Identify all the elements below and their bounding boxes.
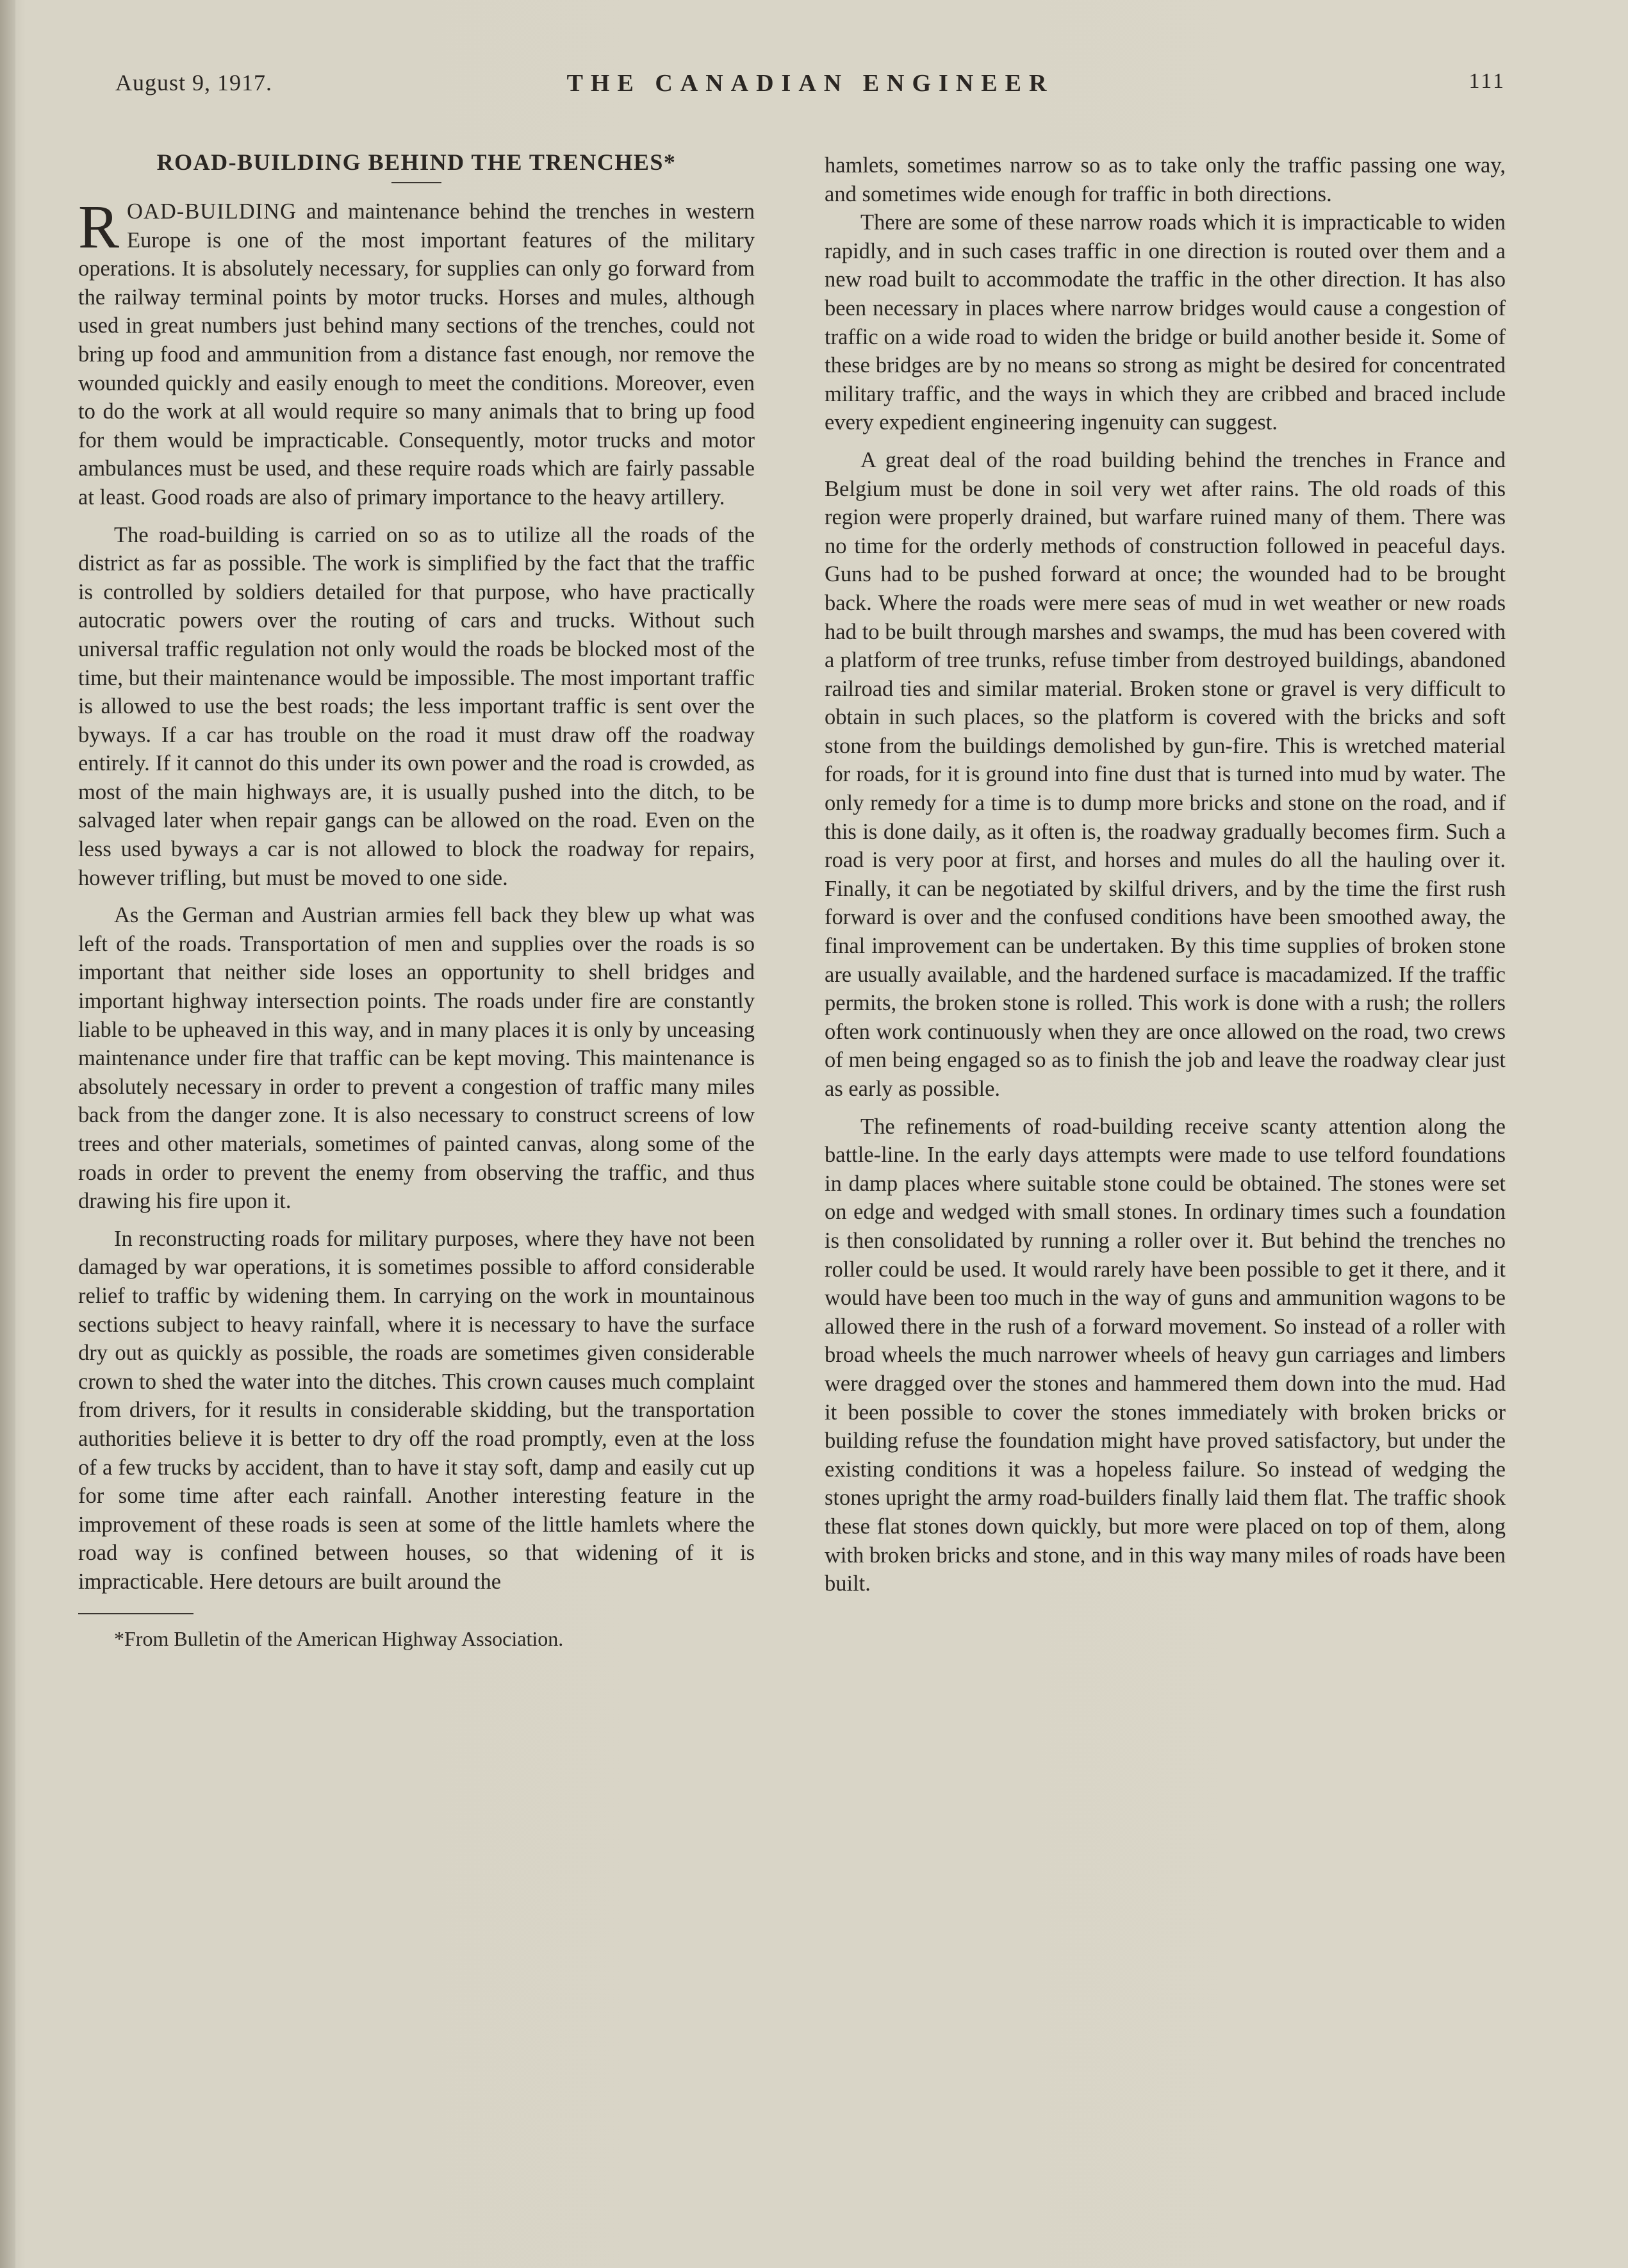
paragraph-5: hamlets, sometimes narrow so as to take only the traffic passing one way, and sometimes wide enough for traffic in both directions. [825, 153, 1506, 206]
binding-edge [0, 0, 15, 2268]
left-column [78, 147, 755, 1651]
paragraph-8: The refinements of road-building receive scanty attention along the battle-line. In the early days attempts were made to use telford foundations in damp places where suitable stone could be obtained. The stones were set on edge and wedged with small stones. In ordinary times such a foundation is then consolidated by running a roller over it. But behind the trenches no roller could be used. It would rarely have been possible to get it there, and it would have been too much in the way of guns and ammunition wagons to be allowed there in the rush of a forward movement. So instead of a roller with broad wheels the much narrower wheels of heavy gun carriages and limbers were dragged over the stones and hammered them down into the mud. Had it been possible to cover the stones immediately with broken bricks or building refuse the foundation might have proved satisfactory, but under the existing conditions it was a hopeless failure. So instead of wedging the stones upright the army road-builders finally laid them flat. The traffic shook these flat stones down quickly, but more were placed on top of them, along with broken bricks and stone, and in this way many miles of roads have been built. [825, 1114, 1506, 1596]
article-title: ROAD-BUILDING BEHIND THE TRENCHES* [156, 149, 677, 175]
paragraph-7: A great deal of the road building behind the trenches in France and Belgium must be done in soil very wet after rains. The old roads of this region were properly drained, but warfare ruined many of them. There was no time for the orderly methods of construction followed in peaceful days. Guns had to be pushed forward at once; the wounded had to be brought back. Where the roads were mere seas of mud in wet weather or new roads had to be built through marshes and swamps, the mud has been covered with a platform of tree trunks, refuse timber from destroyed buildings, abandoned railroad ties and similar material. Broken stone or gravel is very difficult to obtain in such places, so the platform is covered with the bricks and soft stone from the buildings demolished by gun-fire. This is wretched material for roads, for it is ground into fine dust that is turned into mud by water. The only remedy for a time is to dump more bricks and stone on the road, and if this is done daily, as it often is, the roadway gradually becomes firm. Such a road is very poor at first, and horses and mules do all the hauling over it. Finally, it can be negotiated by skilful drivers, and by the time the first rush forward is over and the confused conditions have been smoothed away, the final improvement can be undertaken. By this time supplies of broken stone are usually available, and the hardened surface is macadamized. If the traffic permits, the broken stone is rolled. This work is done with a rush; the rollers often work continuously when they are once allowed on the road, two crews of men being engaged so as to finish the job and leave the roadway clear just as early as possible. [825, 447, 1506, 1101]
paragraph-2: The road-building is carried on so as to utilize all the roads of the district as far as possible. The work is simplified by the fact that the traffic is controlled by soldiers detailed for that purpose, who have practically autocratic powers over the routing of cars and trucks. Without such universal traffic regulation not only would the roads be blocked most of the time, but their maintenance would be impossible. The most important traffic is allowed to use the best roads; the less important traffic is sent over the byways. If a car has trouble on the road it must draw off the roadway entirely. If it cannot do this under its own power and the road is crowded, as most of the main highways are, it is usually pushed into the ditch, to be salvaged later when repair gangs can be allowed on the road. Even on the less used byways a car is not allowed to block the roadway for repairs, however trifling, but must be moved to one side. [78, 522, 755, 890]
running-header [115, 69, 1506, 108]
journal-title: THE CANADIAN ENGINEER [566, 70, 1055, 97]
lead-caps: OAD-BUILDING [127, 199, 297, 224]
paragraph-3: As the German and Austrian armies fell back they blew up what was left of the roads. Transportation of men and supplies over the roads is so important that neither side loses an opportunity to shell bridges and important highway intersection points. The roads under fire are constantly liable to be upheaved in this way, and in many places it is only by unceasing maintenance under fire that traffic can be kept moving. This maintenance is absolutely necessary in order to prevent a congestion of traffic many miles back from the danger zone. It is also necessary to construct screens of low trees and other materials, sometimes of painted canvas, along some of the roads in order to prevent the enemy from observing the traffic, and thus drawing his fire upon it. [78, 903, 755, 1214]
paragraph-1-text: and maintenance behind the trenches in western Europe is one of the most important features of the military operations. It is absolutely necessary, for supplies can only go forward from the railway terminal points by motor trucks. Horses and mules, although used in great numbers just behind many sections of the trenches, could not bring up food and ammunition from a distance fast enough, nor remove the wounded quickly and easily enough to meet the conditions. Moreover, even to do the work at all would require so many animals that to bring up food for them would be impracticable. Consequently, motor trucks and motor ambulances must be used, and these require roads which are fairly passable at least. Good roads are also of primary importance to the heavy artillery. [78, 199, 755, 509]
paragraph-6: There are some of these narrow roads which it is impracticable to widen rapidly, and in such cases traffic in one direction is routed over them and a new road built to accommodate the traffic in the other direction. It has also been necessary in places where narrow bridges would cause a congestion of traffic on a wide road to widen the bridge or build another beside it. Some of these bridges are by no means so strong as might be desired for concentrated military traffic, and the ways in which they are cribbed and braced include every expedient engineering ingenuity can suggest. [825, 210, 1506, 435]
footnote-rule [78, 1613, 193, 1614]
title-rule [391, 182, 441, 183]
right-column [825, 151, 1506, 1598]
page-number: 111 [1468, 69, 1506, 93]
paragraph-1 [78, 192, 755, 512]
issue-date: August 9, 1917. [115, 70, 273, 95]
paragraph-4: In reconstructing roads for military purposes, where they have not been damaged by war operations, it is sometimes possible to afford considerable relief to traffic by widening them. In carrying on the work in mountainous sections subject to heavy rainfall, where it is necessary to have the surface dry out as quickly as possible, the roads are sometimes given considerable crown to shed the water into the ditches. This crown causes much complaint from drivers, for it results in considerable skidding, but the transportation authorities believe it is better to dry off the road promptly, even at the loss of a few trucks by accident, than to have it stay soft, damp and easily cut up for some time after each rainfall. Another interesting feature in the improvement of these roads is seen at some of the little hamlets where the road way is confined between houses, so that widening of it is impracticable. Here detours are built around the [78, 1226, 755, 1594]
footnote: *From Bulletin of the American Highway Association. [114, 1627, 564, 1650]
drop-cap: R [78, 192, 120, 261]
